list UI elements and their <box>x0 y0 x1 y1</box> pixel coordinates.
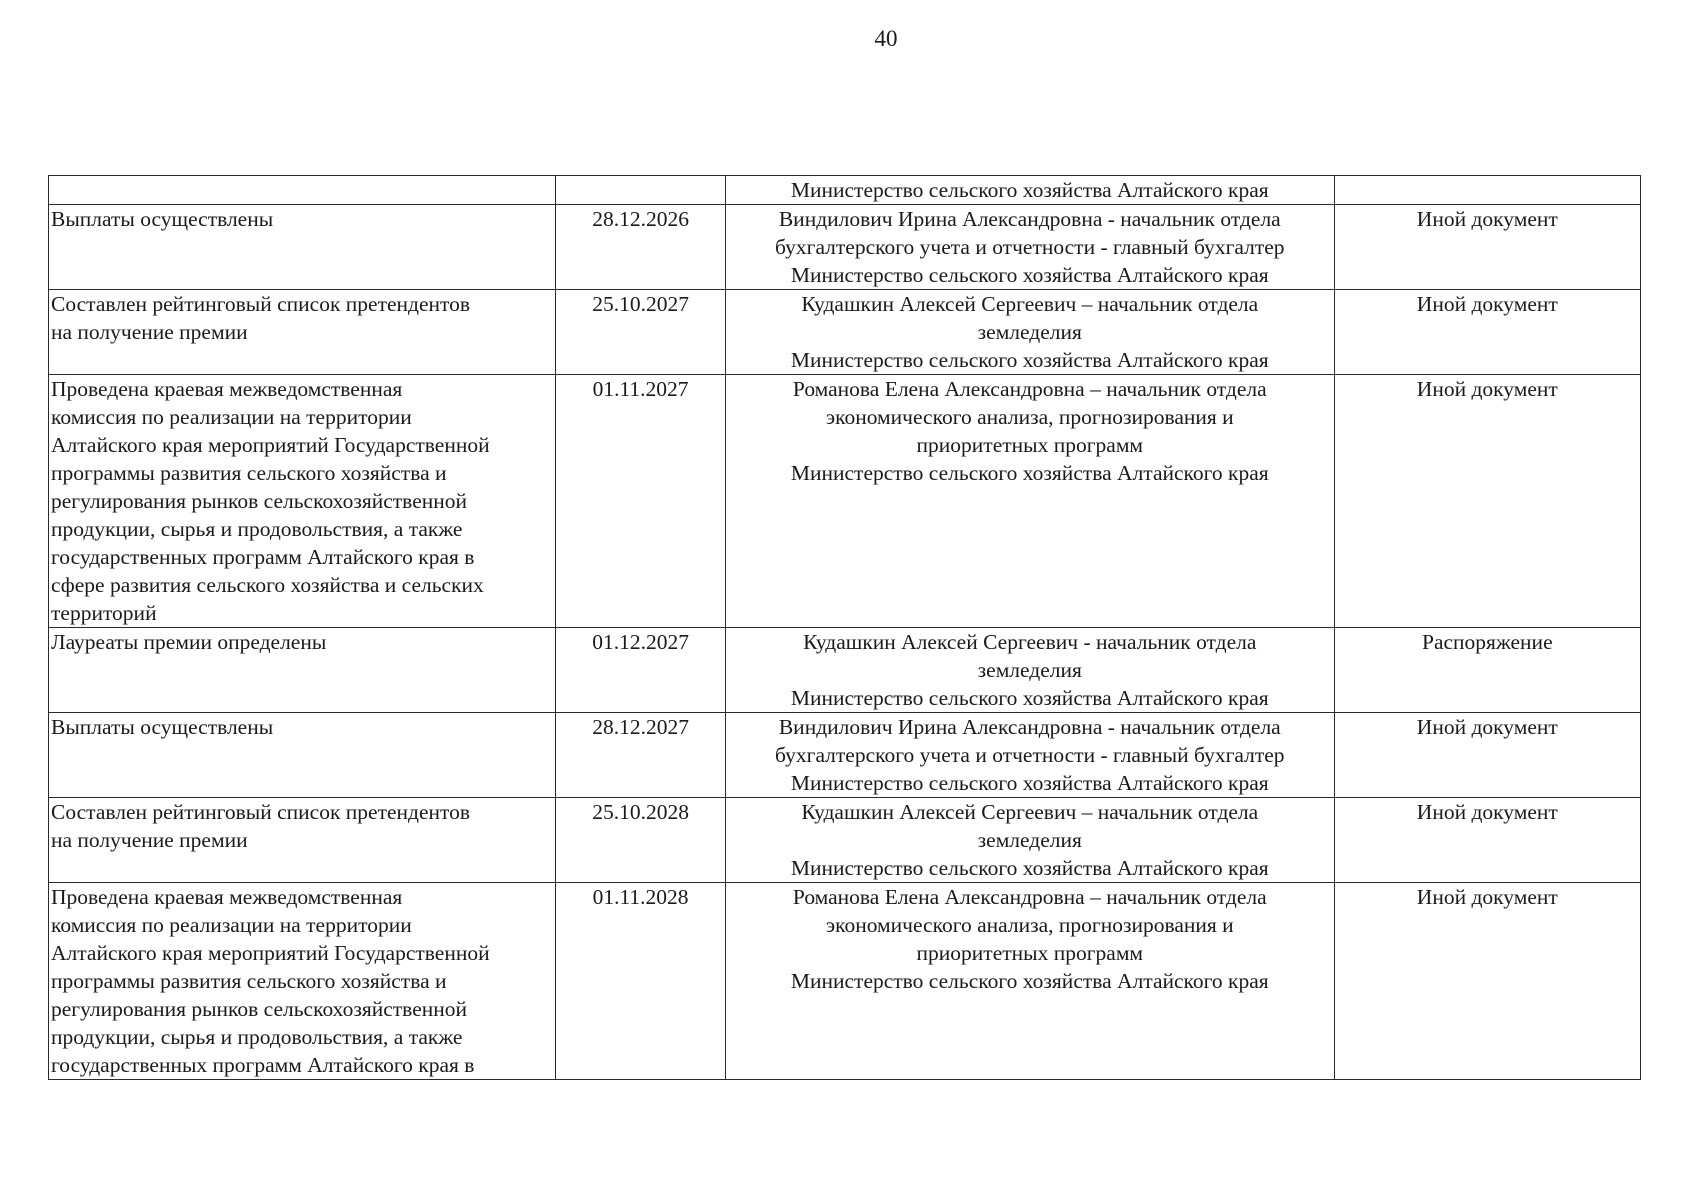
responsible-cell <box>725 290 1334 375</box>
responsible-line: Кудашкин Алексей Сергеевич – начальник отдела <box>801 292 1259 316</box>
date-cell <box>556 176 726 205</box>
responsible-line: Романова Елена Александровна – начальник отдела <box>792 377 1267 401</box>
event-line: Алтайского края мероприятий Государственной <box>51 433 490 457</box>
responsible-line: Кудашкин Алексей Сергеевич – начальник отдела <box>801 800 1259 824</box>
document-type-cell: Иной документ <box>1334 798 1640 883</box>
event-line: Лауреаты премии определены <box>51 630 327 654</box>
event-line: территорий <box>51 601 157 625</box>
event-line: продукции, сырья и продовольствия, а также <box>51 517 463 541</box>
responsible-cell <box>725 176 1334 205</box>
responsible-line: земледелия <box>977 828 1082 852</box>
page-number: 40 <box>874 26 898 51</box>
event-cell <box>49 713 556 798</box>
responsible-cell <box>725 883 1334 1080</box>
responsible-line: Министерство сельского хозяйства Алтайского края <box>790 263 1269 287</box>
event-line: Проведена краевая межведомственная <box>51 885 403 909</box>
responsible-line: приоритетных программ <box>916 941 1144 965</box>
date-cell: 01.12.2027 <box>556 628 726 713</box>
responsible-cell <box>725 628 1334 713</box>
responsible-line: экономического анализа, прогнозирования и <box>825 913 1234 937</box>
responsible-cell <box>725 205 1334 290</box>
responsible-line: бухгалтерского учета и отчетности - главный бухгалтер <box>775 235 1285 259</box>
responsible-line: Романова Елена Александровна – начальник отдела <box>792 885 1267 909</box>
date-cell: 28.12.2027 <box>556 713 726 798</box>
table-body <box>49 176 1641 1080</box>
table-row <box>49 205 1641 290</box>
event-line: Составлен рейтинговый список претендентов <box>51 292 471 316</box>
responsible-line: экономического анализа, прогнозирования и <box>825 405 1234 429</box>
responsible-line: Виндилович Ирина Александровна - начальник отдела <box>778 207 1281 231</box>
event-cell <box>49 883 556 1080</box>
event-line: программы развития сельского хозяйства и <box>51 969 447 993</box>
responsible-line: Министерство сельского хозяйства Алтайского края <box>790 969 1269 993</box>
responsible-line: Министерство сельского хозяйства Алтайского края <box>790 178 1269 202</box>
document-type-cell: Иной документ <box>1334 375 1640 628</box>
responsible-line: Министерство сельского хозяйства Алтайского края <box>790 686 1269 710</box>
table-row <box>49 798 1641 883</box>
event-line: регулирования рынков сельскохозяйственной <box>51 997 468 1021</box>
table-row <box>49 290 1641 375</box>
event-line: сфере развития сельского хозяйства и сельских <box>51 573 484 597</box>
responsible-line: приоритетных программ <box>916 433 1144 457</box>
date-cell: 25.10.2028 <box>556 798 726 883</box>
responsible-line: Министерство сельского хозяйства Алтайского края <box>790 856 1269 880</box>
responsible-cell <box>725 375 1334 628</box>
event-cell <box>49 176 556 205</box>
responsible-cell <box>725 713 1334 798</box>
table-row <box>49 628 1641 713</box>
table-row <box>49 713 1641 798</box>
event-cell <box>49 798 556 883</box>
event-cell <box>49 628 556 713</box>
responsible-cell <box>725 798 1334 883</box>
table-row <box>49 375 1641 628</box>
document-type-cell <box>1334 176 1640 205</box>
event-line: Выплаты осуществлены <box>51 207 274 231</box>
responsible-line: Кудашкин Алексей Сергеевич - начальник отдела <box>803 630 1257 654</box>
event-cell <box>49 375 556 628</box>
responsible-line: Министерство сельского хозяйства Алтайского края <box>790 771 1269 795</box>
event-line: регулирования рынков сельскохозяйственной <box>51 489 468 513</box>
event-line: Алтайского края мероприятий Государственной <box>51 941 490 965</box>
table-row-continuation <box>49 176 1641 205</box>
table-row <box>49 883 1641 1080</box>
event-line: на получение премии <box>51 320 248 344</box>
document-type-cell: Иной документ <box>1334 205 1640 290</box>
event-line: продукции, сырья и продовольствия, а также <box>51 1025 463 1049</box>
responsible-line: Виндилович Ирина Александровна - начальник отдела <box>778 715 1281 739</box>
event-cell <box>49 205 556 290</box>
event-line: комиссия по реализации на территории <box>51 405 412 429</box>
responsible-line: земледелия <box>977 320 1082 344</box>
event-line: программы развития сельского хозяйства и <box>51 461 447 485</box>
event-line: Составлен рейтинговый список претендентов <box>51 800 471 824</box>
document-type-cell: Иной документ <box>1334 713 1640 798</box>
document-type-cell: Иной документ <box>1334 290 1640 375</box>
date-cell: 01.11.2027 <box>556 375 726 628</box>
date-cell: 01.11.2028 <box>556 883 726 1080</box>
date-cell: 28.12.2026 <box>556 205 726 290</box>
event-cell <box>49 290 556 375</box>
plan-table <box>48 175 1641 1080</box>
event-line: на получение премии <box>51 828 248 852</box>
event-line: комиссия по реализации на территории <box>51 913 412 937</box>
responsible-line: Министерство сельского хозяйства Алтайского края <box>790 461 1269 485</box>
responsible-line: Министерство сельского хозяйства Алтайского края <box>790 348 1269 372</box>
event-line: государственных программ Алтайского края в <box>51 1053 475 1077</box>
event-line: Выплаты осуществлены <box>51 715 274 739</box>
responsible-line: земледелия <box>977 658 1082 682</box>
date-cell: 25.10.2027 <box>556 290 726 375</box>
document-type-cell: Распоряжение <box>1334 628 1640 713</box>
event-line: государственных программ Алтайского края в <box>51 545 475 569</box>
document-type-cell: Иной документ <box>1334 883 1640 1080</box>
event-line: Проведена краевая межведомственная <box>51 377 403 401</box>
responsible-line: бухгалтерского учета и отчетности - главный бухгалтер <box>775 743 1285 767</box>
